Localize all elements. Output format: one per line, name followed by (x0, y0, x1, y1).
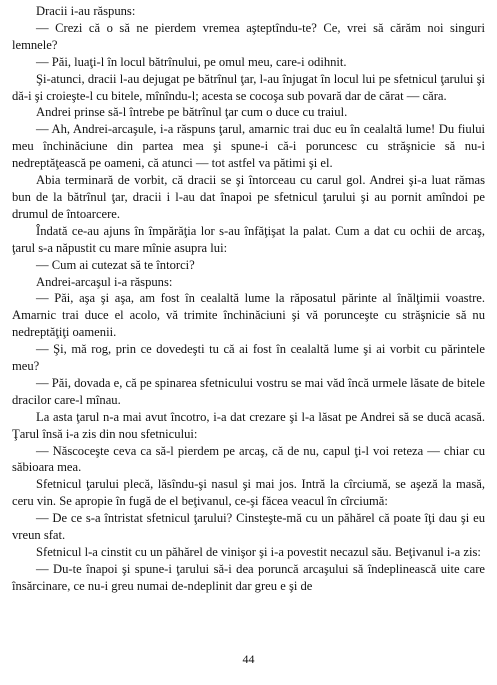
paragraph: Îndată ce-au ajuns în împărăţia lor s-au înfăţişat la palat. Cum a dat cu ochii de arcaş, ţarul s-a năpustit cu mare mînie asupra lui: (12, 223, 485, 255)
paragraph: — Născoceşte ceva ca să-l pierdem pe arcaş, că de nu, capul ţi-l voi reteza — chiar cu săbioara mea. (12, 443, 485, 475)
page-number: 44 (242, 652, 255, 666)
paragraph: — Păi, aşa şi aşa, am fost în cealaltă lume la răposatul părinte al înălţimii voastre. Amarnic trai duce el acolo, vă trimite închinăciuni şi vă porunceşte cu străşnicie să nu nedreptăţiţi oamenii. (12, 291, 485, 340)
paragraph: — Ah, Andrei-arcaşule, i-a răspuns ţarul, amarnic trai duc eu în cealaltă lume! Du fiului meu închinăciune din partea mea şi spune-i că-i poruncesc cu străşnicie să nu-i nedreptăţească pe oameni, că atunci — tot astfel va pătimi şi el. (12, 122, 485, 171)
paragraph: — Du-te înapoi şi spune-i ţarului să-i dea poruncă arcaşului să îndeplinească uite care însărcinare, ce nu-i greu numai de-ndeplinit dar greu e şi de (12, 561, 485, 593)
body-text (12, 3, 485, 595)
paragraph: — Păi, luaţi-l în locul bătrînului, pe omul meu, care-i odihnit. (36, 54, 347, 69)
paragraph: Andrei prinse să-l întrebe pe bătrînul ţar cum o duce cu traiul. (36, 105, 348, 120)
paragraph: — Şi, mă rog, prin ce dovedeşti tu că ai fost în cealaltă lume şi ai vorbit cu părintele meu? (12, 342, 485, 374)
paragraph: Sfetnicul l-a cinstit cu un păhărel de vinişor şi i-a povestit necazul său. Beţivanul i-a zis: (36, 545, 481, 559)
paragraph: — De ce s-a întristat sfetnicul ţarului? Cinsteşte-mă cu un păhărel că poate îţi dau şi eu vreun sfat. (12, 511, 485, 543)
paragraph: Şi-atunci, dracii l-au dejugat pe bătrînul ţar, l-au înjugat în locul lui pe sfetnicul ţarului şi dă-i şi croieşte-l cu bitele, mînîndu-l; acesta se cocoşa sub povară dar de cărat — căra. (12, 71, 485, 103)
paragraph: Andrei-arcaşul i-a răspuns: (36, 274, 173, 289)
paragraph: — Păi, dovada e, că pe spinarea sfetnicului vostru se mai văd încă urmele lăsate de bitele dracilor care-l mînau. (12, 375, 486, 407)
paragraph: La asta ţarul n-a mai avut încotro, i-a dat crezare şi l-a lăsat pe Andrei să se ducă acasă. Ţarul însă i-a zis din nou sfetnicului: (12, 409, 485, 441)
paragraph: Sfetnicul ţarului plecă, lăsîndu-şi nasul şi mai jos. Intră la cîrciumă, se aşeză la masă, ceru vin. Se apropie în fugă de el beţivanul, ce-şi făcea veacul în cîrciumă: (12, 477, 485, 509)
paragraph: — Cum ai cutezat să te întorci? (36, 257, 195, 272)
paragraph: Dracii i-au răspuns: (36, 4, 136, 18)
paragraph: — Crezi că o să ne pierdem vremea aşteptîndu-te? Ce, vrei să cărăm noi singuri lemnele? (12, 20, 485, 52)
paragraph: Abia terminară de vorbit, că dracii se şi întorceau cu carul gol. Andrei şi-a luat rămas bun de la bătrînul ţar, dracii i l-au dat înapoi pe sfetnicul ţarului şi au pornit amîndoi pe drumul de întoarcere. (12, 173, 485, 221)
